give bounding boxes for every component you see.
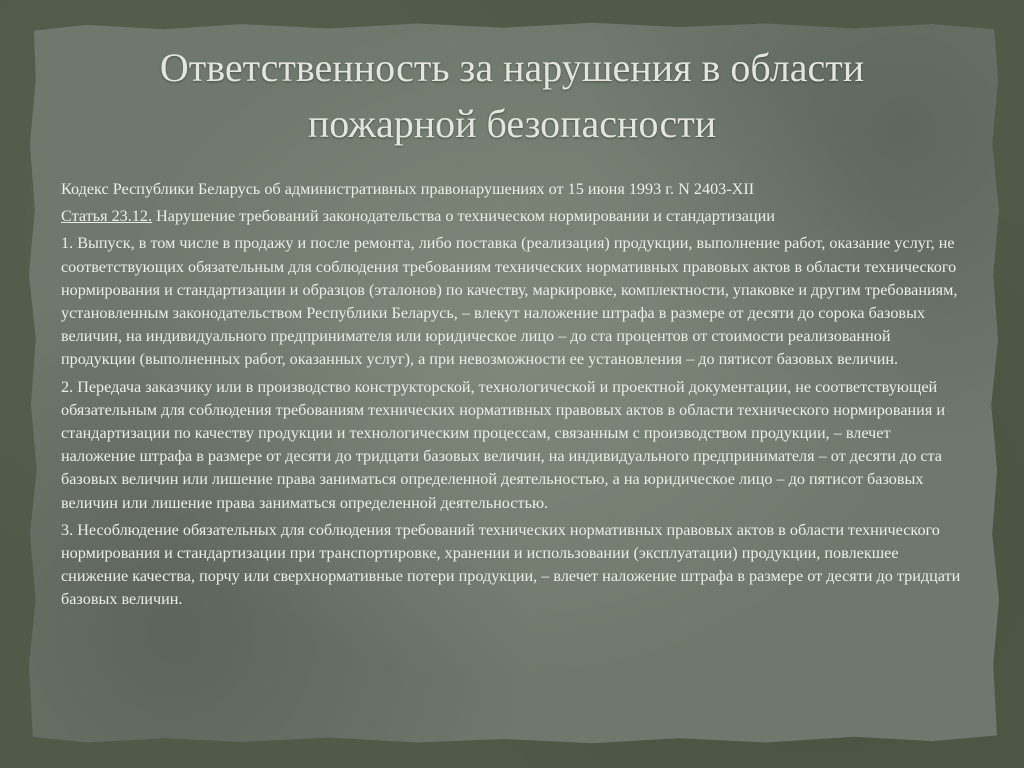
paragraph-item-1: 1. Выпуск, в том числе в продажу и после ремонта, либо поставка (реализация) продукции, выполнение работ, оказание услуг, не соответствующих обязательным для соблюдения требованиям технических нормативных правовых актов в области технического нормирования и стандартизации и образцов (эталонов) по качеству, маркировке, комплектности, упаковке и другим требованиям, установленным законодательством Республики Беларусь, – влекут наложение штрафа в размере от десяти до сорока базовых величин, на индивидуального предпринимателя или юридическое лицо – до ста процентов от стоимости реализованной продукции (выполненных работ, оказанных услуг), а при невозможности ее установления – до пятисот базовых величин. xyxy=(61,234,958,369)
article-link[interactable]: Статья 23.12. xyxy=(61,207,153,226)
paragraph-item-3: 3. Несоблюдение обязательных для соблюдения требований технических нормативных правовых актов в области технического нормирования и стандартизации при транспортировке, хранении и использовании (эксплуатации) продукции, повлекшее снижение качества, порчу или сверхнормативные потери продукции, – влечет наложение штрафа в размере от десяти до тридцати базовых величин. xyxy=(61,520,961,609)
article-title: Нарушение требований законодательства о техническом нормировании и стандартизации xyxy=(152,207,775,226)
paragraph-item-2: 2. Передача заказчику или в производство конструкторской, технологической и проектной документации, не соответствующей обязательным для соблюдения требованиям технических нормативных правовых актов в области технического нормирования и стандартизации по качеству продукции и технологическим процессам, связанным с производством продукции, – влечет наложение штрафа в размере от десяти до тридцати базовых величин, на индивидуального предпринимателя – от десяти до ста базовых величин или лишение права заниматься определенной деятельностью, а на юридическое лицо – до пятисот базовых величин или лишение права заниматься определенной деятельностью. xyxy=(61,377,945,512)
code-reference: Кодекс Республики Беларусь об административных правонарушениях от 15 июня 1993 г. N 2403-XII xyxy=(61,180,755,198)
slide-title xyxy=(60,40,964,152)
article-heading xyxy=(61,205,967,228)
title-line-2: пожарной безопасности xyxy=(307,101,717,146)
title-line-1: Ответственность за нарушения в области xyxy=(159,45,865,90)
slide-body xyxy=(61,178,967,612)
